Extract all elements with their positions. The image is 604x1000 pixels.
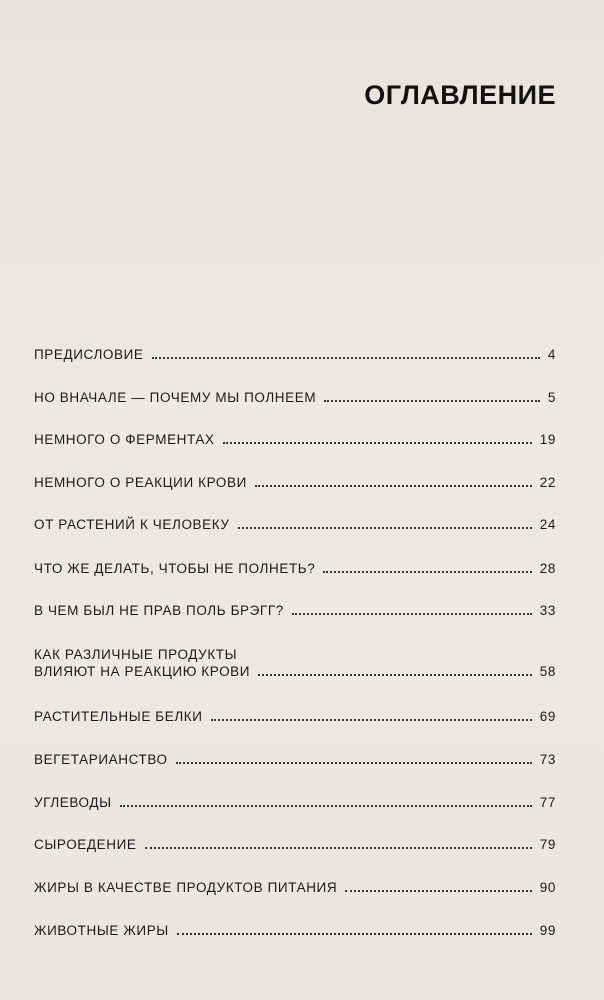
toc-entry-page: 77 bbox=[539, 795, 556, 810]
toc-leader-dots bbox=[145, 847, 532, 849]
toc-leader-dots bbox=[258, 674, 532, 676]
toc-entry-page: 4 bbox=[547, 347, 556, 362]
toc-entry bbox=[34, 922, 556, 939]
toc-leader-dots bbox=[177, 933, 532, 935]
toc-entry-label: КАК РАЗЛИЧНЫЕ ПРОДУКТЫ ВЛИЯЮТ НА РЕАКЦИЮ КРОВИ bbox=[34, 647, 251, 679]
toc-entry-page: 28 bbox=[539, 561, 556, 576]
toc-leader-dots bbox=[324, 400, 540, 402]
toc-entry bbox=[34, 389, 556, 406]
toc-leader-dots bbox=[255, 485, 532, 487]
toc-entry-page: 58 bbox=[539, 664, 556, 679]
toc-entry bbox=[34, 879, 556, 896]
toc-entry-page: 24 bbox=[539, 517, 556, 532]
toc-entry bbox=[34, 646, 556, 680]
toc-entry-label: ЖИРЫ В КАЧЕСТВЕ ПРОДУКТОВ ПИТАНИЯ bbox=[34, 880, 338, 895]
toc-leader-dots bbox=[176, 762, 532, 764]
toc-leader-dots bbox=[323, 571, 531, 573]
toc-entry-label: ЧТО ЖЕ ДЕЛАТЬ, ЧТОБЫ НЕ ПОЛНЕТЬ? bbox=[34, 561, 316, 576]
toc-entry-page: 73 bbox=[539, 752, 556, 767]
toc-leader-dots bbox=[292, 613, 532, 615]
toc-entry-label: В ЧЕМ БЫЛ НЕ ПРАВ ПОЛЬ БРЭГГ? bbox=[34, 603, 284, 618]
toc-entry-label: УГЛЕВОДЫ bbox=[34, 795, 112, 810]
toc-entry bbox=[34, 431, 556, 448]
toc-entry bbox=[34, 474, 556, 491]
toc-leader-dots bbox=[152, 357, 540, 359]
toc-entry-page: 99 bbox=[539, 923, 556, 938]
toc-entry bbox=[34, 560, 556, 577]
toc-leader-dots bbox=[120, 805, 532, 807]
toc-entry-page: 69 bbox=[539, 709, 556, 724]
toc-entry-page: 5 bbox=[547, 390, 556, 405]
toc-entry-label: ЖИВОТНЫЕ ЖИРЫ bbox=[34, 923, 169, 938]
toc-entry bbox=[34, 516, 556, 533]
toc-entry bbox=[34, 794, 556, 811]
toc-entry bbox=[34, 708, 556, 725]
toc-entry-page: 33 bbox=[539, 603, 556, 618]
toc-entry-page: 79 bbox=[539, 837, 556, 852]
toc-entry-page: 19 bbox=[539, 432, 556, 447]
toc-leader-dots bbox=[345, 890, 532, 892]
toc-entry-page: 22 bbox=[539, 475, 556, 490]
toc-entry-label: НЕМНОГО О ФЕРМЕНТАХ bbox=[34, 432, 215, 447]
toc-entry bbox=[34, 602, 556, 619]
toc-entry-label: НО ВНАЧАЛЕ — ПОЧЕМУ МЫ ПОЛНЕЕМ bbox=[34, 390, 317, 405]
toc-entry-label: ПРЕДИСЛОВИЕ bbox=[34, 347, 144, 362]
toc-leader-dots bbox=[211, 719, 532, 721]
toc-entry-label: ВЕГЕТАРИАНСТВО bbox=[34, 752, 168, 767]
toc-leader-dots bbox=[238, 527, 532, 529]
toc-entry-label: ОТ РАСТЕНИЙ К ЧЕЛОВЕКУ bbox=[34, 517, 230, 532]
toc-entry-label: СЫРОЕДЕНИЕ bbox=[34, 837, 137, 852]
toc-entry-page: 90 bbox=[539, 880, 556, 895]
toc-entry bbox=[34, 836, 556, 853]
toc-entry-label: НЕМНОГО О РЕАКЦИИ КРОВИ bbox=[34, 475, 247, 490]
toc-entry bbox=[34, 346, 556, 363]
toc-leader-dots bbox=[223, 442, 532, 444]
toc-title: ОГЛАВЛЕНИЕ bbox=[364, 80, 556, 110]
toc-entry-label: РАСТИТЕЛЬНЫЕ БЕЛКИ bbox=[34, 709, 203, 724]
toc-entry bbox=[34, 751, 556, 768]
